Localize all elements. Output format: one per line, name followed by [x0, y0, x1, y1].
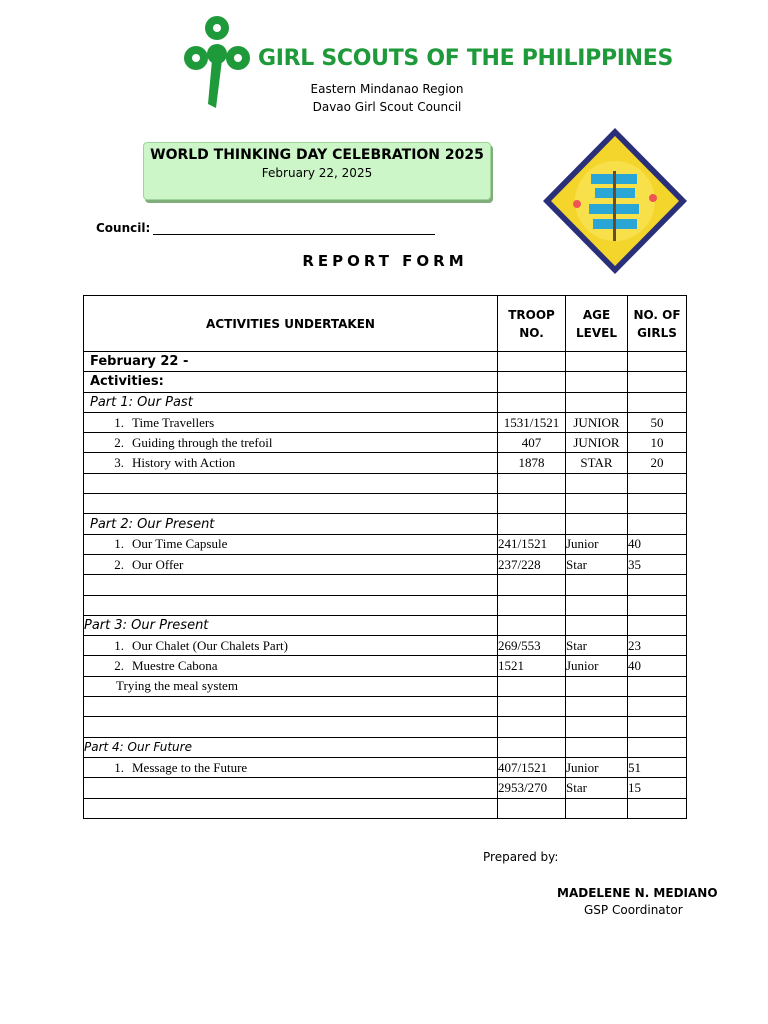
table-row — [84, 615, 687, 635]
table-row — [84, 798, 687, 818]
troop-cell: 237/228 — [498, 554, 566, 574]
activity-cell: 1. Message to the Future — [84, 757, 498, 777]
activity-cell: 1. Our Time Capsule — [84, 534, 498, 554]
age-cell: Star — [566, 636, 628, 656]
activity-cell: 1. Time Travellers — [84, 412, 498, 432]
troop-cell: 407 — [498, 433, 566, 453]
header-girls: NO. OF GIRLS — [628, 296, 687, 352]
girls-cell: 40 — [628, 656, 687, 676]
signatory-name: MADELENE N. MEDIANO — [557, 886, 718, 900]
org-name: GIRL SCOUTS OF THE PHILIPPINES — [258, 46, 674, 71]
table-row — [84, 757, 687, 777]
signatory-role: GSP Coordinator — [584, 903, 683, 917]
table-row — [84, 778, 687, 798]
table-row — [84, 575, 687, 595]
girls-cell: 23 — [628, 636, 687, 656]
table-row — [84, 697, 687, 717]
council-blank-line — [153, 222, 435, 235]
table-row — [84, 494, 687, 514]
troop-cell: 1531/1521 — [498, 412, 566, 432]
activity-cell: 2. Guiding through the trefoil — [84, 433, 498, 453]
age-cell: STAR — [566, 453, 628, 473]
event-date: February 22, 2025 — [261, 166, 373, 180]
age-cell: Junior — [566, 656, 628, 676]
table-row — [84, 453, 687, 473]
table-row — [84, 737, 687, 757]
event-banner — [143, 142, 491, 200]
age-cell: JUNIOR — [566, 412, 628, 432]
activities-label: Activities: — [84, 372, 498, 392]
age-cell: Junior — [566, 757, 628, 777]
header-activities: ACTIVITIES UNDERTAKEN — [84, 296, 498, 352]
girls-cell: 15 — [628, 778, 687, 798]
region-name: Eastern Mindanao Region — [310, 82, 464, 96]
table-row — [84, 717, 687, 737]
activity-cell: 3. History with Action — [84, 453, 498, 473]
region-block — [0, 80, 768, 116]
troop-cell: 1521 — [498, 656, 566, 676]
activity-cell: 1. Our Chalet (Our Chalets Part) — [84, 636, 498, 656]
activity-cell: 2. Muestre Cabona — [84, 656, 498, 676]
table-row — [84, 352, 687, 372]
table-row — [84, 392, 687, 412]
table-row — [84, 514, 687, 534]
table-row — [84, 554, 687, 574]
table-header-row — [84, 296, 687, 352]
table-row — [84, 595, 687, 615]
table-row — [84, 372, 687, 392]
age-cell: Star — [566, 554, 628, 574]
troop-cell: 1878 — [498, 453, 566, 473]
table-row — [84, 636, 687, 656]
report-title: REPORT FORM — [302, 252, 468, 270]
girls-cell: 35 — [628, 554, 687, 574]
council-name: Davao Girl Scout Council — [312, 100, 462, 114]
girls-cell: 50 — [628, 412, 687, 432]
header-age: AGE LEVEL — [566, 296, 628, 352]
age-cell: Star — [566, 778, 628, 798]
report-table — [83, 295, 687, 819]
age-cell: Junior — [566, 534, 628, 554]
table-row — [84, 473, 687, 493]
troop-cell: 2953/270 — [498, 778, 566, 798]
troop-cell: 241/1521 — [498, 534, 566, 554]
part-label: Part 2: Our Present — [84, 514, 498, 534]
table-row — [84, 656, 687, 676]
girls-cell: 40 — [628, 534, 687, 554]
date-cell: February 22 - — [84, 352, 498, 372]
girls-cell: 10 — [628, 433, 687, 453]
part-label: Part 1: Our Past — [84, 392, 498, 412]
header-troop: TROOP NO. — [498, 296, 566, 352]
council-label: Council: — [96, 221, 151, 235]
table-row — [84, 676, 687, 696]
prepared-by-label: Prepared by: — [483, 850, 559, 864]
activity-cell: 2. Our Offer — [84, 554, 498, 574]
troop-cell: 407/1521 — [498, 757, 566, 777]
age-cell: JUNIOR — [566, 433, 628, 453]
table-row — [84, 433, 687, 453]
table-row — [84, 534, 687, 554]
event-title: WORLD THINKING DAY CELEBRATION 2025 — [150, 147, 484, 163]
troop-cell: 269/553 — [498, 636, 566, 656]
part-label: Part 3: Our Present — [84, 615, 498, 635]
girls-cell: 20 — [628, 453, 687, 473]
council-field — [96, 221, 435, 235]
part-label: Part 4: Our Future — [84, 737, 498, 757]
girls-cell: 51 — [628, 757, 687, 777]
activity-note: Trying the meal system — [84, 676, 498, 696]
table-row — [84, 412, 687, 432]
